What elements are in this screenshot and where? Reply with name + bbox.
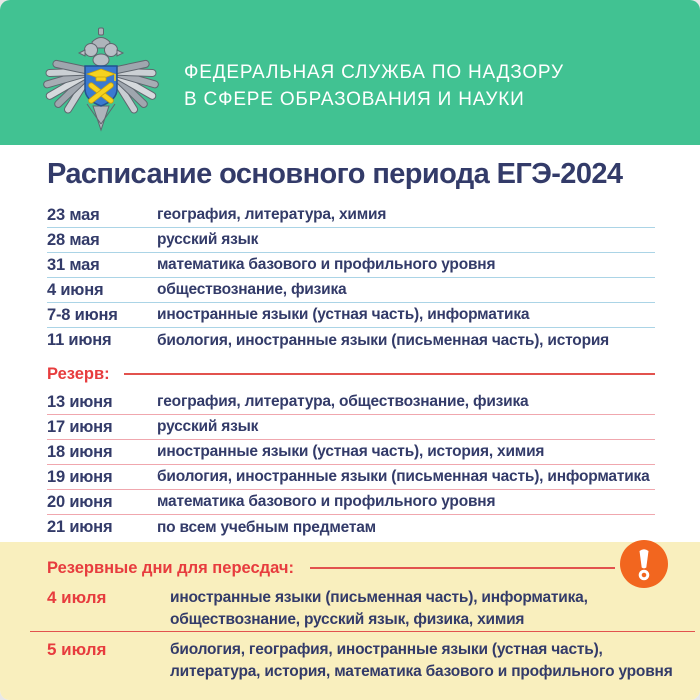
agency-name	[184, 59, 564, 113]
table-row	[47, 228, 655, 253]
exam-date: 18 июня	[47, 442, 113, 461]
exam-date: 23 мая	[47, 205, 100, 224]
table-row	[47, 415, 655, 440]
retake-section-heading	[47, 556, 655, 580]
table-row	[47, 515, 655, 540]
exam-date: 28 мая	[47, 230, 100, 249]
table-row	[47, 303, 655, 328]
exam-subjects: математика базового и профильного уровня	[157, 256, 496, 273]
exclamation-icon	[620, 540, 668, 588]
agency-name-line1: ФЕДЕРАЛЬНАЯ СЛУЖБА ПО НАДЗОРУ	[184, 62, 564, 83]
exam-date: 13 июня	[47, 392, 113, 411]
reserve-label: Резерв:	[47, 364, 110, 383]
page-title: Расписание основного периода ЕГЭ-2024	[47, 158, 623, 190]
exam-subjects: русский язык	[157, 231, 259, 248]
exam-date: 4 июня	[47, 280, 104, 299]
exam-subjects: география, литература, химия	[157, 206, 387, 223]
table-row	[47, 465, 655, 490]
table-row	[47, 328, 655, 353]
table-row	[47, 639, 695, 683]
exam-subjects: обществознание, физика	[157, 281, 347, 298]
retake-subjects: биология, география, иностранные языки (устная часть), литература, история, математика базового и профильного уровня	[170, 641, 673, 680]
exam-subjects: биология, иностранные языки (письменная часть), история	[157, 331, 610, 349]
retake-subjects: иностранные языки (письменная часть), информатика, обществознание, русский язык, физика, химия	[170, 589, 588, 628]
header-band	[0, 0, 700, 145]
exam-date: 19 июня	[47, 467, 113, 486]
exam-date: 7-8 июня	[47, 305, 118, 324]
table-row	[47, 390, 655, 415]
reserve-rule-line	[124, 373, 655, 375]
retake-section	[0, 542, 700, 700]
reserve-table	[47, 390, 655, 540]
table-row	[47, 587, 695, 631]
retake-rule-line	[310, 567, 615, 569]
exam-date: 31 мая	[47, 255, 100, 274]
table-row	[47, 440, 655, 465]
exam-subjects: иностранные языки (устная часть), история, химия	[157, 443, 545, 460]
reserve-section-heading	[47, 362, 655, 386]
exam-subjects: русский язык	[157, 418, 259, 435]
main-period-table	[47, 203, 655, 353]
table-row	[47, 203, 655, 228]
exam-subjects: география, литература, обществознание, физика	[157, 393, 529, 410]
retake-separator-line	[30, 631, 695, 632]
exam-subjects: по всем учебным предметам	[157, 518, 376, 536]
table-row	[47, 278, 655, 303]
exam-date: 17 июня	[47, 417, 113, 436]
table-row	[47, 490, 655, 515]
agency-name-line2: В СФЕРЕ ОБРАЗОВАНИЯ И НАУКИ	[184, 89, 525, 110]
rosobrnadzor-emblem-icon	[40, 26, 162, 134]
exam-date: 21 июня	[47, 518, 113, 536]
exam-date: 11 июня	[47, 331, 112, 349]
exam-subjects: иностранные языки (устная часть), информатика	[157, 306, 530, 323]
table-row	[47, 253, 655, 278]
retake-label: Резервные дни для пересдач:	[47, 558, 294, 577]
retake-date: 5 июля	[47, 640, 107, 659]
exam-subjects: математика базового и профильного уровня	[157, 493, 496, 510]
exam-date: 20 июня	[47, 492, 113, 511]
exam-subjects: биология, иностранные языки (письменная часть), информатика	[157, 468, 650, 485]
retake-date: 4 июля	[47, 588, 107, 607]
